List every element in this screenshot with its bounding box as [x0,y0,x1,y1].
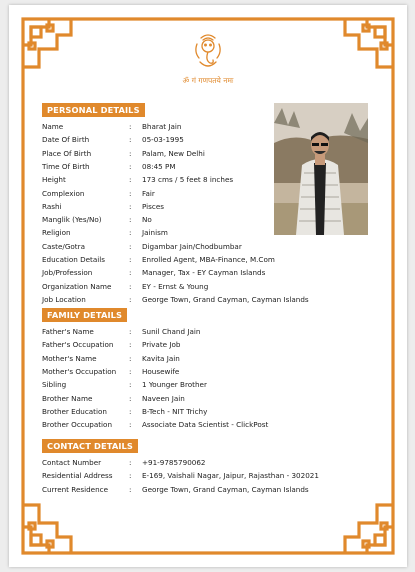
detail-label: Complexion [42,188,85,198]
detail-label: Height [42,175,66,185]
detail-separator: : [129,148,132,158]
section-title: FAMILY DETAILS [42,308,127,322]
detail-label: Rashi [42,201,62,211]
detail-value: Palam, New Delhi [142,148,205,158]
detail-separator: : [129,241,132,251]
detail-value: EY - Ernst & Young [142,281,209,291]
detail-value: Kavita Jain [142,353,180,363]
detail-value: Pisces [142,201,165,211]
detail-separator: : [129,255,132,264]
detail-value: 173 cms / 5 feet 8 inches [142,175,234,185]
detail-value: Fair [142,188,155,198]
detail-separator: : [129,366,132,376]
detail-label: Current Residence [42,484,109,494]
detail-value: Enrolled Agent, MBA-Finance, M.Com [142,255,275,264]
detail-label: Brother Occupation [42,420,113,430]
profile-photo [274,103,368,235]
detail-label: Brother Education [42,406,107,416]
detail-separator: : [129,458,132,467]
detail-value: Naveen Jain [142,393,185,403]
ganesha-icon [191,32,225,72]
detail-separator: : [129,135,132,145]
detail-separator: : [129,215,132,225]
detail-label: Caste/Gotra [42,241,85,251]
detail-label: Contact Number [42,458,102,467]
detail-separator: : [129,340,132,350]
detail-separator: : [129,268,132,278]
detail-value: Manager, Tax - EY Cayman Islands [142,268,266,278]
detail-label: Name [42,122,64,131]
detail-label: Father's Name [42,327,94,336]
detail-separator: : [129,393,132,403]
detail-separator: : [129,281,132,291]
detail-separator: : [129,122,132,131]
detail-label: Organization Name [42,281,112,291]
detail-label: Education Details [42,255,105,264]
detail-label: Residential Address [42,471,113,481]
detail-value: B-Tech - NIT Trichy [142,406,208,416]
detail-separator: : [129,188,132,198]
detail-value: +91-9785790062 [142,458,206,467]
detail-value: 1 Younger Brother [142,380,207,390]
detail-separator: : [129,175,132,185]
detail-value: Sunil Chand Jain [142,327,201,336]
detail-label: Place Of Birth [42,148,92,158]
detail-value: Housewife [142,366,180,376]
detail-value: Digambar Jain/Chodbumbar [142,241,242,251]
detail-separator: : [129,228,132,238]
biodata-page [9,5,407,567]
detail-label: Job/Profession [42,268,93,278]
detail-label: Mother's Occupation [42,366,117,376]
detail-value: Bharat Jain [142,122,182,131]
detail-separator: : [129,484,132,494]
detail-separator: : [129,406,132,416]
detail-label: Sibling [42,380,67,390]
mantra-text: ॐ गं गणपतये नमः [182,76,234,85]
detail-value: Associate Data Scientist - ClickPost [142,420,269,430]
section-title: PERSONAL DETAILS [42,103,145,117]
detail-label: Date Of Birth [42,135,90,145]
detail-label: Brother Name [42,393,93,403]
section-title: CONTACT DETAILS [42,439,138,453]
detail-separator: : [129,353,132,363]
detail-value: 05-03-1995 [142,135,184,145]
detail-separator: : [129,420,132,430]
detail-value: George Town, Grand Cayman, Cayman Islands [142,484,309,494]
detail-value: E-169, Vaishali Nagar, Jaipur, Rajasthan - 302021 [142,471,319,481]
detail-label: Mother's Name [42,353,97,363]
detail-value: Jainism [142,228,168,238]
detail-value: George Town, Grand Cayman, Cayman Islands [142,294,309,304]
detail-separator: : [129,380,132,390]
detail-label: Religion [42,228,71,238]
detail-value: Private Job [142,340,181,350]
detail-separator: : [129,327,132,336]
detail-separator: : [129,201,132,211]
detail-separator: : [129,294,132,304]
detail-value: No [142,215,152,225]
detail-separator: : [129,471,132,481]
detail-label: Father's Occupation [42,340,114,350]
detail-label: Job Location [42,294,86,304]
detail-separator: : [129,161,132,171]
detail-value: 08:45 PM [142,161,176,171]
detail-label: Time Of Birth [42,161,90,171]
detail-label: Manglik (Yes/No) [42,215,102,225]
